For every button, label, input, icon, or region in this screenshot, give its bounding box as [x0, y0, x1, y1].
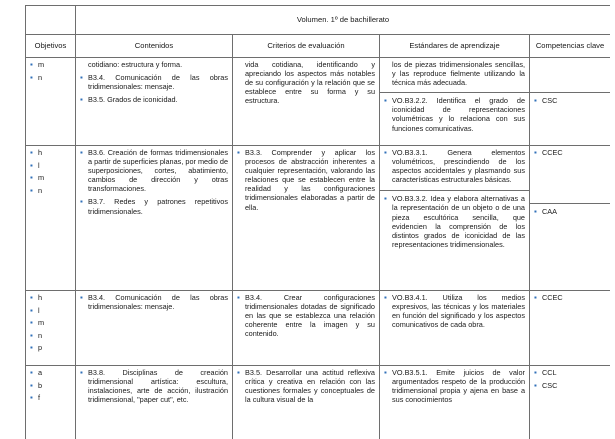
estandares-cell — [380, 58, 530, 146]
table-header-row — [26, 35, 611, 58]
contenidos-cell — [76, 146, 233, 291]
list-item: ▪ m — [30, 173, 45, 183]
bullet-icon: ▪ — [80, 148, 83, 157]
list-item: ▪ VO.B3.3.2. Idea y elabora alternativas a la representación de un objeto o de una pieza escultórica sencilla, que evidencien la comprensión de los distintos grados de iconicidad de las representaciones tridimensionales. — [384, 194, 525, 249]
bullet-icon: ▪ — [534, 380, 537, 390]
bullet-icon: ▪ — [80, 197, 83, 207]
contenidos-cell — [76, 366, 233, 439]
list-item: ▪ l — [30, 160, 40, 170]
bullet-icon: ▪ — [30, 72, 33, 82]
list-item: ▪ VO.B3.3.1. Genera elementos volumétricos, prescindiendo de los aspectos accidentales y plasmando sus características estructurales básicas. — [384, 148, 525, 185]
bullet-icon: ▪ — [237, 293, 240, 302]
bullet-icon: ▪ — [384, 148, 387, 157]
objetivos-cell — [26, 58, 76, 146]
list-item: ▪ B3.4. Comunicación de las obras tridimensionales: mensaje. — [80, 293, 228, 312]
list-item: ▪ CSC — [534, 380, 558, 390]
bullet-icon: ▪ — [237, 148, 240, 157]
bullet-icon: ▪ — [384, 96, 387, 106]
criterios-cell — [233, 58, 380, 146]
list-item: ▪ h — [30, 148, 43, 157]
curriculum-table — [25, 5, 610, 439]
table-row — [26, 58, 611, 146]
curriculum-table-page — [25, 5, 610, 439]
list-item: ▪ B3.8. Disciplinas de creación tridimensional artística: escultura, instalaciones, arte de acción, ilustración tridimensional, "paper cut", etc. — [80, 368, 228, 405]
bullet-icon: ▪ — [534, 148, 537, 157]
list-item: ▪ B3.5. Desarrollar una actitud reflexiva crítica y creativa en relación con las cuestiones formales y conceptuales de la cultura visual de la — [237, 368, 375, 405]
contenidos-cell — [76, 291, 233, 366]
list-item: ▪ VO.B3.5.1. Emite juicios de valor argumentados respeto de la producción tridimensional propia y ajena en base a sus conocimientos — [384, 368, 525, 405]
column-header-competencias: Competencias clave — [530, 35, 611, 58]
list-item: ▪ m — [30, 318, 45, 328]
bullet-icon: ▪ — [534, 96, 537, 105]
objetivos-cell — [26, 366, 76, 439]
bullet-icon: ▪ — [30, 343, 33, 353]
list-item: ▪ B3.7. Redes y patrones repetitivos tridimensionales. — [80, 197, 228, 216]
list-item: ▪ B3.5. Grados de iconicidad. — [80, 95, 178, 105]
bullet-icon: ▪ — [237, 368, 240, 377]
column-header-objetivos: Objetivos — [26, 35, 76, 58]
objetivos-cell — [26, 291, 76, 366]
bullet-icon: ▪ — [80, 293, 83, 302]
bullet-icon: ▪ — [30, 330, 33, 340]
criterios-cell — [233, 146, 380, 291]
bullet-icon: ▪ — [30, 393, 33, 403]
list-item: ▪ CCEC — [534, 148, 563, 157]
bullet-icon: ▪ — [30, 148, 33, 157]
competencias-cell — [530, 291, 611, 366]
bullet-icon: ▪ — [30, 293, 33, 302]
list-item: ▪ m — [30, 60, 45, 69]
bullet-icon: ▪ — [80, 368, 83, 377]
list-item: ▪ VO.B3.2.2. Identifica el grado de iconicidad de representaciones volumétricas y lo relaciona con sus funciones comunicativas. — [384, 96, 525, 133]
criterios-cell — [233, 291, 380, 366]
list-item: ▪ CSC — [534, 96, 558, 105]
list-item: ▪ CAA — [534, 207, 558, 216]
list-item: ▪ b — [30, 380, 43, 390]
list-item: ▪ l — [30, 305, 40, 315]
list-item: ▪ B3.4. Comunicación de las obras tridimensionales: mensaje. — [80, 73, 228, 92]
column-header-contenidos: Contenidos — [76, 35, 233, 58]
bullet-icon: ▪ — [30, 318, 33, 328]
list-item: ▪ B3.3. Comprender y aplicar los procesos de abstracción inherentes a cualquier representación, valorando las relaciones que se establecen entre la realidad y las configuraciones tridimensionales elaboradas a partir de ella. — [237, 148, 375, 212]
list-item: ▪ CCL — [534, 368, 557, 377]
competencias-cell — [530, 58, 611, 146]
bullet-icon: ▪ — [534, 293, 537, 302]
list-item: ▪ B3.4. Crear configuraciones tridimensionales dotadas de significado en las que se establezca una relación coherente entre la imagen y su contenido. — [237, 293, 375, 339]
bullet-icon: ▪ — [384, 293, 387, 302]
bullet-icon: ▪ — [30, 160, 33, 170]
table-title-row — [26, 6, 611, 35]
table-row — [26, 366, 611, 439]
bullet-icon: ▪ — [30, 368, 33, 377]
bullet-icon: ▪ — [30, 380, 33, 390]
estandares-cell — [380, 146, 530, 291]
list-item: ▪ VO.B3.4.1. Utiliza los medios expresivos, las técnicas y los materiales en función del significado y los aspectos comunicativos de cada obra. — [384, 293, 525, 330]
list-item: ▪ B3.6. Creación de formas tridimensionales a partir de superficies planas, por medio de superposiciones, cortes, abatimiento, cambios de dirección y otras transformaciones. — [80, 148, 228, 194]
list-item: ▪ n — [30, 330, 43, 340]
list-item: cotidiano: estructura y forma. — [88, 60, 183, 69]
column-header-estandares: Estándares de aprendizaje — [380, 35, 530, 58]
estandares-cell — [380, 366, 530, 439]
estandares-cell — [380, 291, 530, 366]
criterios-cell — [233, 366, 380, 439]
bullet-icon: ▪ — [384, 368, 387, 377]
list-item: ▪ CCEC — [534, 293, 563, 302]
bullet-icon: ▪ — [384, 194, 387, 204]
bullet-icon: ▪ — [80, 95, 83, 105]
bullet-icon: ▪ — [30, 173, 33, 183]
contenidos-cell — [76, 58, 233, 146]
column-header-criterios: Criterios de evaluación — [233, 35, 380, 58]
list-item: ▪ a — [30, 368, 43, 377]
bullet-icon: ▪ — [30, 60, 33, 69]
objetivos-cell — [26, 146, 76, 291]
bullet-icon: ▪ — [30, 185, 33, 195]
bullet-icon: ▪ — [534, 368, 537, 377]
list-item: vida cotidiana, identificando y apreciando los aspectos más notables de su configuración y la relación que se establece entre su forma y su estructura. — [245, 60, 375, 106]
bullet-icon: ▪ — [534, 207, 537, 216]
competencias-cell — [530, 366, 611, 439]
competencias-cell — [530, 146, 611, 291]
bullet-icon: ▪ — [80, 73, 83, 83]
table-row — [26, 291, 611, 366]
table-corner-cell — [26, 6, 76, 35]
table-title: Volumen. 1º de bachillerato — [76, 6, 611, 35]
bullet-icon: ▪ — [30, 305, 33, 315]
list-item: ▪ h — [30, 293, 43, 302]
list-item: ▪ n — [30, 72, 43, 82]
list-item: los de piezas tridimensionales sencillas, y las reproduce fielmente utilizando la técnica más adecuada. — [392, 60, 525, 88]
list-item: ▪ f — [30, 393, 41, 403]
list-item: ▪ n — [30, 185, 43, 195]
list-item: ▪ p — [30, 343, 43, 353]
table-row — [26, 146, 611, 291]
